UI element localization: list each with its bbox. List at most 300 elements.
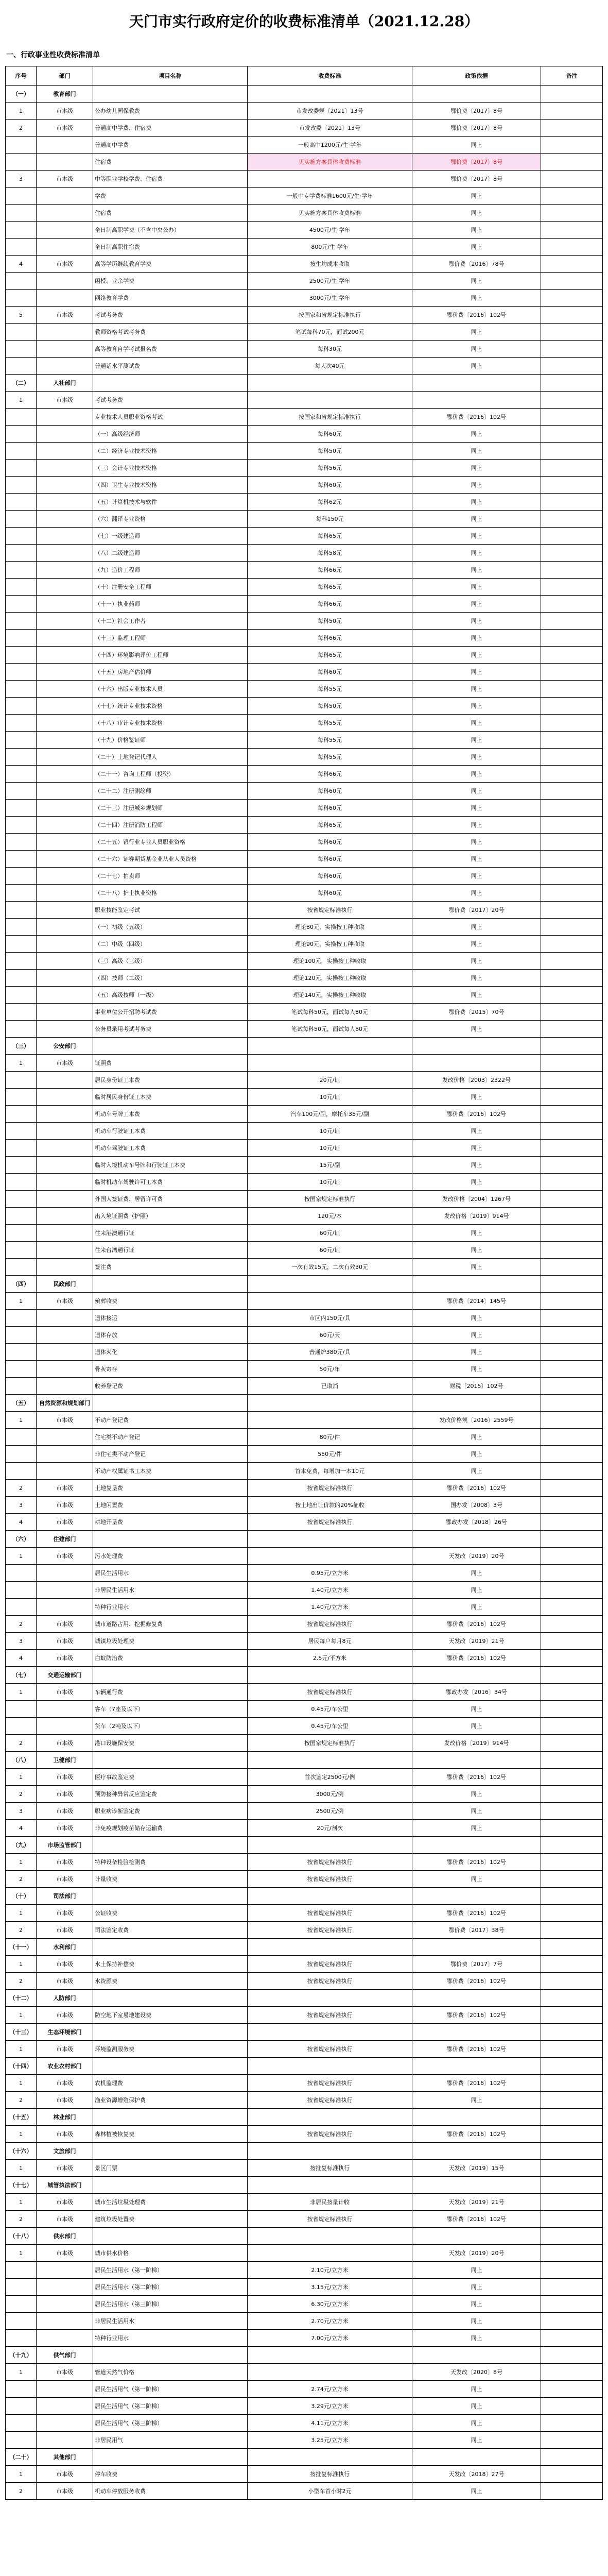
cell-dept: 卫健部门 bbox=[37, 1752, 93, 1769]
cell-dept bbox=[37, 987, 93, 1004]
cell-item: 职业技能鉴定考试 bbox=[93, 902, 248, 919]
cell-note bbox=[541, 1395, 603, 1412]
cell-basis: 同上 bbox=[412, 1565, 541, 1582]
cell-basis bbox=[412, 1038, 541, 1055]
cell-seq bbox=[6, 2313, 37, 2330]
cell-item: 车辆通行费 bbox=[93, 1684, 248, 1701]
cell-basis: 同上 bbox=[412, 1446, 541, 1463]
table-row bbox=[6, 528, 603, 545]
cell-basis bbox=[412, 1990, 541, 2007]
cell-note bbox=[541, 188, 603, 205]
cell-dept: 市本级 bbox=[37, 1973, 93, 1990]
cell-note bbox=[541, 1293, 603, 1310]
cell-seq: 2 bbox=[6, 1480, 37, 1497]
cell-basis bbox=[412, 2228, 541, 2245]
cell-dept: 市本级 bbox=[37, 2483, 93, 2500]
cell-standard: 一般高中1200元/生·学年 bbox=[248, 137, 412, 154]
cell-standard: 50元/年 bbox=[248, 1361, 412, 1378]
cell-note bbox=[541, 1106, 603, 1123]
cell-dept: 市本级 bbox=[37, 1786, 93, 1803]
cell-note bbox=[541, 664, 603, 681]
cell-standard bbox=[248, 2228, 412, 2245]
table-row bbox=[6, 698, 603, 715]
cell-standard: 2.70元/立方米 bbox=[248, 2313, 412, 2330]
cell-dept bbox=[37, 528, 93, 545]
cell-dept: 市本级 bbox=[37, 2160, 93, 2177]
cell-seq bbox=[6, 528, 37, 545]
cell-seq bbox=[6, 1327, 37, 1344]
table-row bbox=[6, 460, 603, 477]
cell-seq: 1 bbox=[6, 1684, 37, 1701]
table-row bbox=[6, 953, 603, 970]
cell-dept: 市本级 bbox=[37, 392, 93, 409]
table-row bbox=[6, 2313, 603, 2330]
cell-note bbox=[541, 205, 603, 222]
cell-standard: 10元/证 bbox=[248, 1140, 412, 1157]
table-row bbox=[6, 1973, 603, 1990]
cell-seq bbox=[6, 460, 37, 477]
cell-dept bbox=[37, 1582, 93, 1599]
cell-standard: 每科50元 bbox=[248, 613, 412, 630]
section-row bbox=[6, 2058, 603, 2075]
table-row bbox=[6, 1820, 603, 1837]
cell-item: 居民身份证工本费 bbox=[93, 1072, 248, 1089]
cell-standard bbox=[248, 2109, 412, 2126]
cell-standard bbox=[248, 2364, 412, 2381]
header-dept: 部门 bbox=[37, 66, 93, 86]
cell-note bbox=[541, 1939, 603, 1956]
cell-item: 住宿费 bbox=[93, 205, 248, 222]
cell-dept bbox=[37, 273, 93, 290]
cell-note bbox=[541, 443, 603, 460]
cell-item: （十六）出版专业技术人员 bbox=[93, 681, 248, 698]
cell-item: （三）会计专业技术资格 bbox=[93, 460, 248, 477]
cell-dept bbox=[37, 1140, 93, 1157]
cell-dept bbox=[37, 2415, 93, 2432]
cell-standard: 按批复标准执行 bbox=[248, 2466, 412, 2483]
cell-item bbox=[93, 2109, 248, 2126]
table-row bbox=[6, 579, 603, 596]
table-row bbox=[6, 477, 603, 494]
cell-basis: 天发改〔2019〕21号 bbox=[412, 2194, 541, 2211]
cell-standard: 10元/证 bbox=[248, 1174, 412, 1191]
cell-note bbox=[541, 1531, 603, 1548]
cell-standard: 按省规定标准执行 bbox=[248, 1956, 412, 1973]
cell-standard: 每科55元 bbox=[248, 681, 412, 698]
cell-seq: （十六） bbox=[6, 2143, 37, 2160]
cell-item: 客车（7座及以下） bbox=[93, 1701, 248, 1718]
section-row bbox=[6, 2177, 603, 2194]
cell-basis: 同上 bbox=[412, 1327, 541, 1344]
cell-item: （十二）社会工作者 bbox=[93, 613, 248, 630]
cell-item bbox=[93, 2228, 248, 2245]
cell-dept bbox=[37, 426, 93, 443]
cell-basis bbox=[412, 1395, 541, 1412]
cell-item bbox=[93, 1038, 248, 1055]
cell-seq: 1 bbox=[6, 2075, 37, 2092]
cell-item: 临时机动车驾驶许可工本费 bbox=[93, 1174, 248, 1191]
cell-seq: 4 bbox=[6, 1650, 37, 1667]
cell-basis: 同上 bbox=[412, 1225, 541, 1242]
cell-seq bbox=[6, 953, 37, 970]
cell-note bbox=[541, 817, 603, 834]
cell-dept bbox=[37, 613, 93, 630]
header-basis: 政策依据 bbox=[412, 66, 541, 86]
cell-seq: 2 bbox=[6, 2092, 37, 2109]
cell-seq bbox=[6, 579, 37, 596]
cell-item: 土地复垦费 bbox=[93, 1480, 248, 1497]
cell-note bbox=[541, 528, 603, 545]
cell-standard: 0.95元/立方米 bbox=[248, 1565, 412, 1582]
cell-basis: 同上 bbox=[412, 2296, 541, 2313]
cell-item: （十七）统计专业技术资格 bbox=[93, 698, 248, 715]
table-row bbox=[6, 868, 603, 885]
cell-note bbox=[541, 868, 603, 885]
cell-dept: 市本级 bbox=[37, 2466, 93, 2483]
cell-item: （三）高级（三级） bbox=[93, 953, 248, 970]
cell-seq bbox=[6, 290, 37, 307]
table-row bbox=[6, 2160, 603, 2177]
cell-basis: 天发改〔2019〕20号 bbox=[412, 2245, 541, 2262]
cell-dept bbox=[37, 970, 93, 987]
cell-standard: 3.29元/立方米 bbox=[248, 2398, 412, 2415]
cell-standard: 首次鉴定2500元/例 bbox=[248, 1769, 412, 1786]
cell-basis bbox=[412, 1667, 541, 1684]
cell-note bbox=[541, 766, 603, 783]
cell-dept bbox=[37, 800, 93, 817]
table-row bbox=[6, 1293, 603, 1310]
cell-item: 中等职业学校学费、住宿费 bbox=[93, 171, 248, 188]
table-row bbox=[6, 1854, 603, 1871]
cell-standard: 按国家规定标准执行 bbox=[248, 1191, 412, 1208]
cell-item: 机动车号牌工本费 bbox=[93, 1106, 248, 1123]
cell-basis: 同上 bbox=[412, 2092, 541, 2109]
cell-standard bbox=[248, 1752, 412, 1769]
cell-note bbox=[541, 1871, 603, 1888]
cell-dept bbox=[37, 868, 93, 885]
cell-standard bbox=[248, 1939, 412, 1956]
cell-basis bbox=[412, 1752, 541, 1769]
cell-item bbox=[93, 1531, 248, 1548]
cell-basis: 同上 bbox=[412, 732, 541, 749]
cell-dept: 市本级 bbox=[37, 307, 93, 324]
cell-standard: 60元/天 bbox=[248, 1327, 412, 1344]
cell-basis: 鄂价费〔2017〕8号 bbox=[412, 103, 541, 120]
cell-note bbox=[541, 2347, 603, 2364]
cell-standard: 按批复标准执行 bbox=[248, 2160, 412, 2177]
cell-note bbox=[541, 2279, 603, 2296]
cell-dept bbox=[37, 341, 93, 358]
cell-dept: 供水部门 bbox=[37, 2228, 93, 2245]
cell-item bbox=[93, 86, 248, 103]
cell-item: （二十）土地登记代理人 bbox=[93, 749, 248, 766]
cell-seq bbox=[6, 137, 37, 154]
section-heading: 一、行政事业性收费标准清单 bbox=[6, 51, 100, 59]
cell-item: 农机监理费 bbox=[93, 2075, 248, 2092]
cell-basis: 同上 bbox=[412, 1599, 541, 1616]
table-row bbox=[6, 511, 603, 528]
cell-basis: 同上 bbox=[412, 426, 541, 443]
table-row bbox=[6, 2466, 603, 2483]
cell-dept: 市本级 bbox=[37, 1480, 93, 1497]
cell-seq bbox=[6, 2415, 37, 2432]
table-row bbox=[6, 1922, 603, 1939]
cell-seq bbox=[6, 1565, 37, 1582]
cell-seq: （一） bbox=[6, 86, 37, 103]
cell-dept bbox=[37, 885, 93, 902]
table-row bbox=[6, 494, 603, 511]
cell-basis: 同上 bbox=[412, 579, 541, 596]
cell-standard: 每科60元 bbox=[248, 477, 412, 494]
cell-dept bbox=[37, 630, 93, 647]
table-row bbox=[6, 324, 603, 341]
cell-item: 普通高中学费 bbox=[93, 137, 248, 154]
table-row bbox=[6, 1871, 603, 1888]
cell-note bbox=[541, 1276, 603, 1293]
cell-note bbox=[541, 749, 603, 766]
cell-standard: 一般中专学费标准1600元/生·学年 bbox=[248, 188, 412, 205]
cell-basis bbox=[412, 2449, 541, 2466]
cell-note bbox=[541, 1854, 603, 1871]
cell-item: （二十六）证券期货基金业从业人员资格 bbox=[93, 851, 248, 868]
cell-dept: 市本级 bbox=[37, 2194, 93, 2211]
cell-basis: 同上 bbox=[412, 290, 541, 307]
table-row bbox=[6, 1905, 603, 1922]
table-row bbox=[6, 596, 603, 613]
cell-seq bbox=[6, 1361, 37, 1378]
cell-item: 遗体接运 bbox=[93, 1310, 248, 1327]
cell-basis bbox=[412, 1837, 541, 1854]
table-row bbox=[6, 647, 603, 664]
cell-standard: 按省规定标准执行 bbox=[248, 2075, 412, 2092]
cell-dept: 司法部门 bbox=[37, 1888, 93, 1905]
cell-basis: 鄂价费〔2016〕102号 bbox=[412, 2126, 541, 2143]
table-row bbox=[6, 2432, 603, 2449]
cell-item: 事业单位公开招聘考试费 bbox=[93, 1004, 248, 1021]
cell-standard: 每科60元 bbox=[248, 426, 412, 443]
cell-note bbox=[541, 290, 603, 307]
cell-item: （一）初级（五级） bbox=[93, 919, 248, 936]
cell-basis: 同上 bbox=[412, 273, 541, 290]
cell-seq bbox=[6, 2279, 37, 2296]
table-row bbox=[6, 1140, 603, 1157]
table-row bbox=[6, 1327, 603, 1344]
cell-standard: 每科55元 bbox=[248, 715, 412, 732]
table-row bbox=[6, 2364, 603, 2381]
cell-dept bbox=[37, 494, 93, 511]
cell-seq bbox=[6, 1718, 37, 1735]
cell-basis: 同上 bbox=[412, 2432, 541, 2449]
table-row bbox=[6, 2483, 603, 2500]
table-row bbox=[6, 2262, 603, 2279]
cell-dept: 市本级 bbox=[37, 1293, 93, 1310]
cell-basis: 同上 bbox=[412, 1786, 541, 1803]
cell-item: 教师资格考试考务费 bbox=[93, 324, 248, 341]
cell-standard: 每人次40元 bbox=[248, 358, 412, 375]
cell-dept bbox=[37, 953, 93, 970]
cell-standard bbox=[248, 1548, 412, 1565]
cell-standard: 按省规定标准执行 bbox=[248, 2092, 412, 2109]
table-row bbox=[6, 1004, 603, 1021]
cell-standard bbox=[248, 2024, 412, 2041]
cell-basis: 同上 bbox=[412, 341, 541, 358]
cell-seq bbox=[6, 902, 37, 919]
cell-item: （六）翻译专业资格 bbox=[93, 511, 248, 528]
cell-basis: 鄂价费〔2017〕7号 bbox=[412, 1956, 541, 1973]
cell-note bbox=[541, 1378, 603, 1395]
cell-note bbox=[541, 1429, 603, 1446]
cell-standard: 每科58元 bbox=[248, 545, 412, 562]
cell-basis: 鄂价费〔2016〕102号 bbox=[412, 1973, 541, 1990]
cell-basis: 鄂价费〔2016〕102号 bbox=[412, 2041, 541, 2058]
cell-basis: 同上 bbox=[412, 494, 541, 511]
cell-note bbox=[541, 1888, 603, 1905]
cell-standard: 按省规定标准执行 bbox=[248, 1684, 412, 1701]
cell-seq: 5 bbox=[6, 307, 37, 324]
cell-item: 公证收费 bbox=[93, 1905, 248, 1922]
cell-note bbox=[541, 2330, 603, 2347]
cell-seq bbox=[6, 647, 37, 664]
table-row bbox=[6, 1480, 603, 1497]
cell-seq: （十五） bbox=[6, 2109, 37, 2126]
cell-dept: 市场监管部门 bbox=[37, 1837, 93, 1854]
cell-standard: 小型车首小时2元 bbox=[248, 2483, 412, 2500]
cell-item: 水土保持补偿费 bbox=[93, 1956, 248, 1973]
cell-item bbox=[93, 1888, 248, 1905]
cell-standard: 每科65元 bbox=[248, 528, 412, 545]
cell-seq bbox=[6, 1191, 37, 1208]
cell-item: （二十一）咨询工程师（投资） bbox=[93, 766, 248, 783]
cell-standard bbox=[248, 2058, 412, 2075]
table-row bbox=[6, 2041, 603, 2058]
cell-basis: 鄂价费〔2017〕8号 bbox=[412, 171, 541, 188]
cell-note bbox=[541, 1599, 603, 1616]
cell-basis: 鄂价费〔2016〕102号 bbox=[412, 409, 541, 426]
cell-basis: 同上 bbox=[412, 137, 541, 154]
cell-note bbox=[541, 2007, 603, 2024]
cell-dept bbox=[37, 2381, 93, 2398]
cell-dept: 市本级 bbox=[37, 1684, 93, 1701]
cell-dept bbox=[37, 409, 93, 426]
cell-seq bbox=[6, 800, 37, 817]
cell-standard: 4500元/生·学年 bbox=[248, 222, 412, 239]
cell-dept bbox=[37, 1072, 93, 1089]
cell-note bbox=[541, 783, 603, 800]
cell-note bbox=[541, 1769, 603, 1786]
cell-basis: 同上 bbox=[412, 239, 541, 256]
cell-item: 职业病诊断鉴定费 bbox=[93, 1803, 248, 1820]
cell-basis: 同上 bbox=[412, 2381, 541, 2398]
cell-basis: 同上 bbox=[412, 324, 541, 341]
cell-basis: 同上 bbox=[412, 613, 541, 630]
cell-item: 临时居民身份证工本费 bbox=[93, 1089, 248, 1106]
cell-dept: 农业农村部门 bbox=[37, 2058, 93, 2075]
cell-note bbox=[541, 256, 603, 273]
cell-item: 住宿费 bbox=[93, 154, 248, 171]
cell-basis: 同上 bbox=[412, 1718, 541, 1735]
table-row bbox=[6, 1684, 603, 1701]
cell-note bbox=[541, 86, 603, 103]
cell-basis: 鄂价费〔2016〕102号 bbox=[412, 2007, 541, 2024]
cell-standard: 60元/证 bbox=[248, 1225, 412, 1242]
cell-basis: 同上 bbox=[412, 1871, 541, 1888]
cell-item bbox=[93, 1837, 248, 1854]
cell-note bbox=[541, 1990, 603, 2007]
table-row bbox=[6, 1208, 603, 1225]
cell-note bbox=[541, 1327, 603, 1344]
cell-standard bbox=[248, 1038, 412, 1055]
cell-dept: 住建部门 bbox=[37, 1531, 93, 1548]
cell-item: （七）一级建造师 bbox=[93, 528, 248, 545]
cell-note bbox=[541, 1803, 603, 1820]
cell-dept bbox=[37, 1429, 93, 1446]
cell-seq bbox=[6, 2381, 37, 2398]
header-item: 项目名称 bbox=[93, 66, 248, 86]
cell-seq: 1 bbox=[6, 2007, 37, 2024]
cell-standard bbox=[248, 1531, 412, 1548]
cell-seq: 1 bbox=[6, 2364, 37, 2381]
cell-item: （二十三）注册城乡规划师 bbox=[93, 800, 248, 817]
cell-note bbox=[541, 1463, 603, 1480]
table-row bbox=[6, 1701, 603, 1718]
table-row bbox=[6, 1633, 603, 1650]
cell-standard: 一次有效15元，二次有效30元 bbox=[248, 1259, 412, 1276]
cell-basis: 同上 bbox=[412, 1803, 541, 1820]
cell-note bbox=[541, 392, 603, 409]
cell-basis: 鄂价费〔2016〕102号 bbox=[412, 1854, 541, 1871]
cell-note bbox=[541, 1361, 603, 1378]
cell-dept bbox=[37, 902, 93, 919]
cell-dept bbox=[37, 1157, 93, 1174]
cell-standard: 理论80元，实操按工种收取 bbox=[248, 919, 412, 936]
table-row bbox=[6, 2296, 603, 2313]
cell-note bbox=[541, 1922, 603, 1939]
table-row bbox=[6, 256, 603, 273]
table-row bbox=[6, 1089, 603, 1106]
cell-seq: 3 bbox=[6, 171, 37, 188]
cell-standard: 每科60元 bbox=[248, 885, 412, 902]
cell-dept: 市本级 bbox=[37, 2092, 93, 2109]
cell-dept: 市本级 bbox=[37, 2041, 93, 2058]
table-row bbox=[6, 1021, 603, 1038]
cell-note bbox=[541, 2058, 603, 2075]
cell-note bbox=[541, 545, 603, 562]
cell-basis: 同上 bbox=[412, 1361, 541, 1378]
cell-seq: 1 bbox=[6, 1412, 37, 1429]
cell-dept bbox=[37, 664, 93, 681]
table-row bbox=[6, 1956, 603, 1973]
cell-standard bbox=[248, 171, 412, 188]
cell-standard: 每科56元 bbox=[248, 460, 412, 477]
cell-basis: 同上 bbox=[412, 1701, 541, 1718]
cell-standard: 3.15元/立方米 bbox=[248, 2279, 412, 2296]
cell-note bbox=[541, 1310, 603, 1327]
cell-basis: 同上 bbox=[412, 834, 541, 851]
cell-standard bbox=[248, 1837, 412, 1854]
cell-standard: 市发改委规〔2021〕13号 bbox=[248, 103, 412, 120]
cell-basis: 同上 bbox=[412, 868, 541, 885]
cell-seq: 1 bbox=[6, 1548, 37, 1565]
cell-seq bbox=[6, 868, 37, 885]
table-row bbox=[6, 1191, 603, 1208]
cell-item bbox=[93, 1990, 248, 2007]
cell-note bbox=[541, 2364, 603, 2381]
section-row bbox=[6, 1531, 603, 1548]
cell-item: 出入境证照费（护照） bbox=[93, 1208, 248, 1225]
cell-note bbox=[541, 1837, 603, 1854]
cell-standard: 10元/证 bbox=[248, 1123, 412, 1140]
cell-seq: （七） bbox=[6, 1667, 37, 1684]
